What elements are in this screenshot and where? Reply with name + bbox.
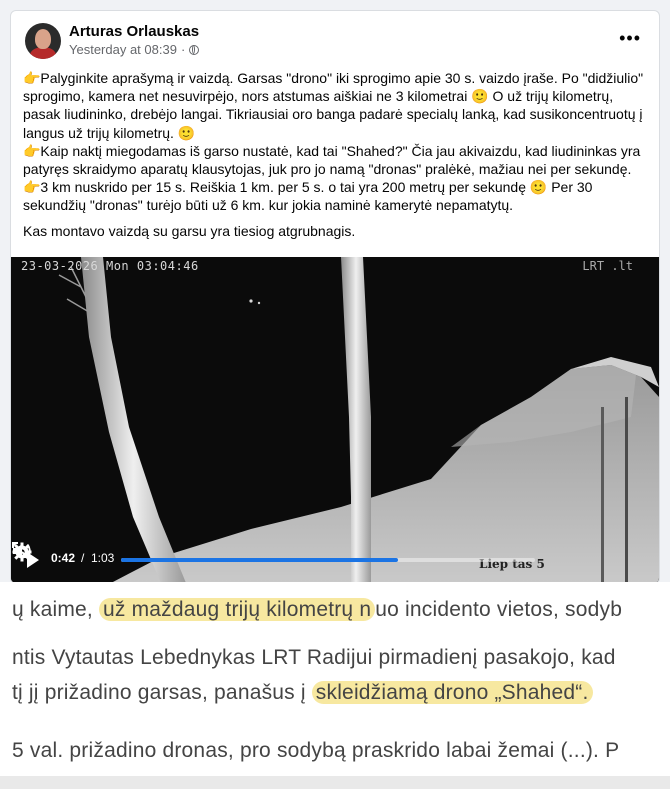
total-time: 1:03: [91, 551, 115, 565]
article-text: tį jį prižadino garsas, panašus į: [12, 681, 312, 704]
avatar-face: [35, 29, 51, 49]
more-options-icon[interactable]: •••: [619, 28, 641, 48]
scroll-area[interactable]: [0, 776, 670, 789]
video-watermark: LRT .lt: [582, 259, 633, 273]
post-paragraph: Kas montavo vaizdą su garsu yra tiesiog atgrubnagis.: [23, 222, 356, 239]
article-line: [12, 598, 622, 622]
progress-fill: [121, 558, 398, 562]
article-line: [12, 681, 593, 705]
author-avatar[interactable]: [25, 23, 61, 59]
article-line: [12, 739, 619, 763]
video-frame: [11, 257, 659, 583]
facebook-post: [10, 10, 660, 584]
article-text: ų kaime,: [12, 598, 99, 621]
article-text: ntis Vytautas Lebednykas LRT Radijui pirmadienį pasakojo, kad: [12, 646, 616, 669]
post-text: [23, 69, 649, 247]
video-player[interactable]: [11, 257, 659, 583]
article-text: 5 val. prižadino dronas, pro sodybą praskrido labai žemai (...). P: [12, 739, 620, 762]
video-controls: [11, 541, 659, 581]
article-text: uo incidento vietos, sodyb: [375, 598, 623, 621]
article-highlight: skleidžiamą drono „Shahed“.: [312, 681, 593, 704]
current-time: 0:42: [51, 551, 76, 565]
volume-icon[interactable]: [11, 541, 33, 561]
post-meta: [69, 42, 199, 57]
video-location-label: Liep tas 5: [479, 557, 545, 571]
article-excerpt: [0, 582, 670, 789]
article-line: [12, 646, 616, 670]
meta-separator: ·: [180, 42, 186, 57]
globe-icon: [189, 45, 199, 55]
video-overlay-timestamp: 23-03-2026 Mon 03:04:46: [21, 259, 199, 273]
author-name[interactable]: Arturas Orlauskas: [69, 23, 200, 40]
post-header: [11, 11, 659, 71]
progress-bar[interactable]: [121, 558, 535, 562]
post-paragraph: 👉Palyginkite aprašymą ir vaizdą. Garsas "drono" iki sprogimo apie 30 s. vaizdo įraše. Po "didžiulio" sprogimo, kamera net nesuvirpėjo, nors atstumas aiškiai ne 3 kilometrai 🙂 O už trijų kilometrų, pasak liudininko, drebėjo langai. Tikriausiai oro banga padarė specialų lanką, kad susikoncentruotų į langus už trijų kilometrų. 🙂 👉Kaip naktį miegodamas iš garso nustatė, kad tai "Shahed?" Čia jau akivaizdu, kad liudininkas yra patyręs skraidymo aparatų klausytojas, juk pro jo namą "dronas" pralėkė, mažiau nei per sekundę. 👉3 km nuskrido per 15 s. Reiškia 1 km. per 5 s. o tai yra 200 metrų per sekundę 🙂 Per 30 sekundžių "dronas" turėjo būti už 6 km. kur jokia naminė kamerytė nepamatytų.: [23, 70, 644, 214]
post-timestamp[interactable]: Yesterday at 08:39: [69, 42, 177, 57]
time-separator: /: [81, 551, 85, 565]
article-highlight: už maždaug trijų kilometrų n: [99, 598, 375, 621]
